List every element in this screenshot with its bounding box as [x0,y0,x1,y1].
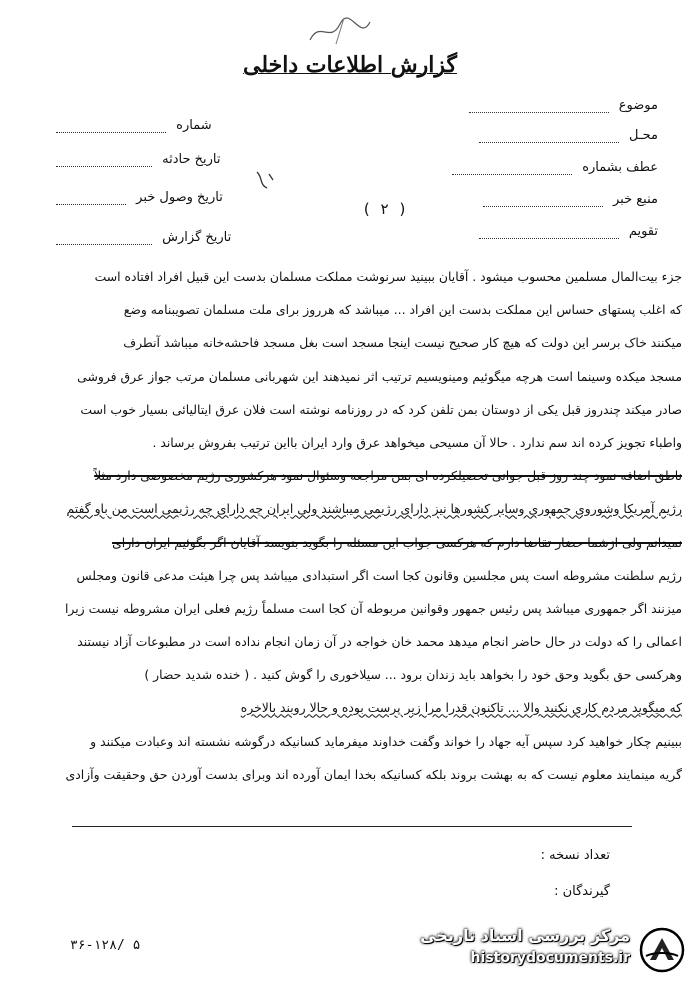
watermark [420,920,690,980]
field-received-date [56,190,223,205]
field-location [479,128,658,143]
field-incident-date [56,152,221,167]
archive-logo-icon [638,926,686,974]
field-source-line [483,194,603,207]
body-line: که اغلب پستهای حساس این مملکت بدست این افراد ... میباشد که هرروز برای ملت مسلمان تصویبنامه وضع [123,302,682,318]
copies-count-label: تعداد نسخه : [540,848,610,863]
field-incident-date-line [56,154,152,167]
field-report-date [56,230,231,245]
field-number-label: شماره [176,118,212,133]
watermark-site: historydocuments.ir [470,950,630,966]
body-line: اعمالی را که دولت در حال حاضر انجام میدهد محمد خان خواجه در آن زمان انجام نداده است در مطبوعات آزاد نیستند [77,634,682,650]
handwritten-mark [253,168,279,192]
field-subject-line [469,100,609,113]
body-line: ببینیم چکار خواهید کرد سپس آیه جهاد را خواند وگفت خداوند میفرماید کسانیکه درگوشه نشسته اند وعبادت میکنند و [90,733,682,749]
field-reference-line [452,162,572,175]
field-report-date-label: تاریخ گزارش [162,230,232,245]
field-source [483,192,658,207]
field-location-label: محـل [628,128,658,143]
body-line: واطباء تجویز کرده اند سم ندارد . حالا آن مسیحی میخواهد عرق وارد ایران بااین ترتیب بفروش برساند . [152,434,682,450]
report-body [22,260,682,791]
body-line-underlined: که میگوید مردم کاری نکنید والا ... تاکنون قدرا مرا زیر پرست بوده و حالا روبند بالاخره [240,700,682,716]
field-number [56,118,212,133]
body-line-struck: نمیدانم ولی ازشما حضار تقاضا دارم که هرکسی جواب این مسئله را بگوید بنویسد آقایان اگر بگوئیم ایران دارای [112,534,682,550]
field-received-date-label: تاریخ وصول خبر [136,190,223,205]
field-subject [469,98,658,113]
field-subject-label: موضوع [618,98,658,113]
body-line-underlined: رژیم آمریکا وشوروی جمهوری وسایر کشورها نیز دارای رژیمی میباشند ولی ایران چه دارای چه رژیمی است من باو گفتم [66,501,682,517]
field-reference [452,160,658,175]
page-number: ( ۲ ) [362,200,408,218]
body-line: جزء بیت‌المال مسلمین محسوب میشود . آقایان ببینید سرنوشت مملکت مسلمان بدست این قبیل افراد افتاده است [94,269,682,284]
field-assessment-line [479,226,619,239]
field-received-date-line [56,192,126,205]
title-text: گزارش اطلاعات داخلی [243,52,457,78]
document-title [0,52,700,78]
body-line: میکنند خاک برسر این دولت که هیچ کار صحیح نیست اینجا مسجد است بغل مسجد فاحشه‌خانه میباشد آنطرف [123,335,682,351]
document-number: ۳۶-۱۲۸/ ۵ [70,938,141,953]
field-location-line [479,130,619,143]
body-line: صادر میکند چندروز قبل یکی از دوستان بمن تلفن کرد که در روزنامه نوشته است فلان عرق ایتالیائی بسیار خوب است [80,401,682,417]
body-line-struck: ناطق اضافه نمود چند روز قبل جوانی تحصیلکرده ای بمن مراجعه وسئوال نمود هرکشوری رژیم مخصوصی دارد مثلاً [94,468,682,484]
footer-divider [72,826,632,827]
field-incident-date-label: تاریخ حادثه [162,152,221,167]
body-line: گریه مینمایند معلوم نیست که به بهشت بروند بلکه کسانیکه بخدا ایمان آورده اند وبرای بدست آوردن حق وحقیقت وآزادی [65,766,682,782]
field-number-line [56,120,166,133]
watermark-name: مرکز بررسی اسناد تاریخی [420,926,630,945]
body-line: مسجد میکده وسینما است هرچه میگوئیم ومینویسیم ترتیب اثر نمیدهند این شهربانی مسلمان مرتب جواز عرق فروشی [77,368,682,384]
field-reference-label: عطف بشماره [582,160,658,175]
body-line: وهرکسی حق بگوید وحق خود را بخواهد باید زندان برود ... سیلاخوری را گوش کنید . ( خنده شدید حضار ) [144,667,682,683]
recipients-label: گیرندگان : [554,884,610,899]
field-assessment-label: تقویم [628,224,658,239]
body-line: میزنند اگر جمهوری میباشد پس رئیس جمهور وقوانین مربوطه آن کجا است مسلماً رژیم فعلی ایران مشروطه نیست زیرا [64,600,682,616]
field-assessment [479,224,658,239]
handwritten-scribble [300,14,390,50]
field-report-date-line [56,232,152,245]
field-source-label: منبع خبر [613,192,658,207]
body-line: رژیم سلطنت مشروطه است پس مجلسین وقانون کجا است اگر استبدادی میباشد پس چرا هیئت مدعی قانون ومجلس [76,567,682,583]
